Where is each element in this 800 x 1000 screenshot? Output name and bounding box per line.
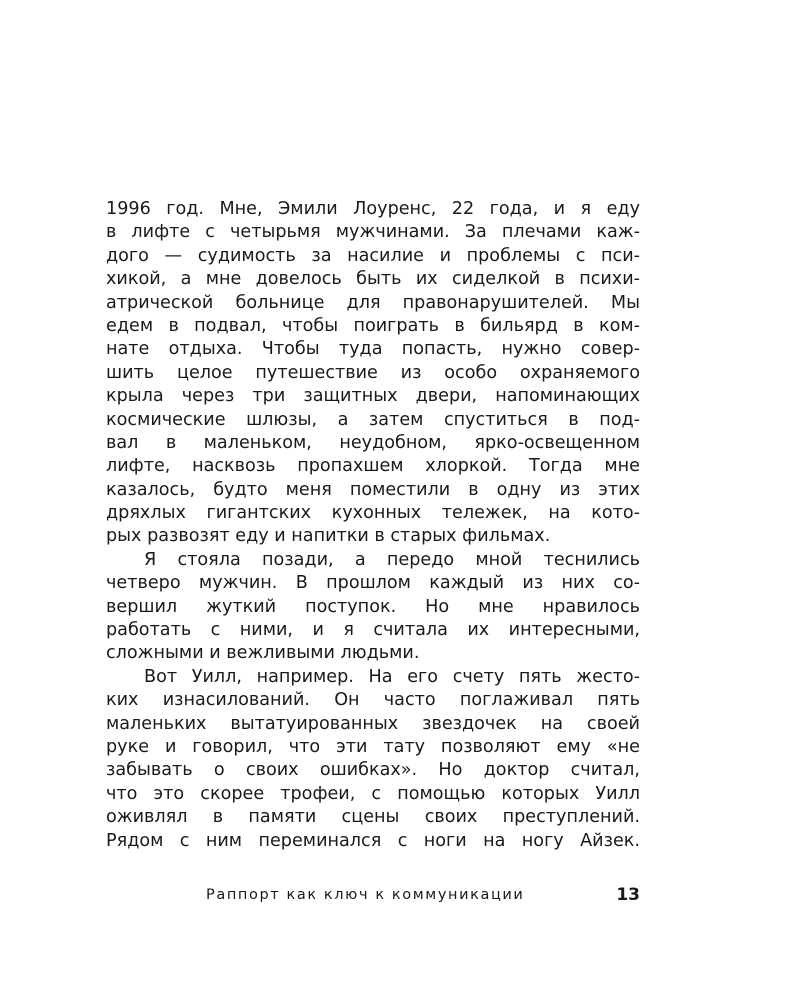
text-line: едем в подвал, чтобы поиграть в бильярд в ком- [106,315,640,336]
paragraph-end-line: рых развозят еду и напитки в старых фильмах. [106,526,551,547]
text-line: хикой, а мне довелось быть их сиделкой в психи- [106,269,640,290]
text-line: ких изнасилований. Он часто поглаживал пять [106,690,640,711]
text-line: работать с ними, и я считала их интересными, [106,620,640,641]
text-line: в лифте с четырьмя мужчинами. За плечами каж- [106,222,640,243]
text-line: вершил жуткий поступок. Но мне нравилось [106,596,640,617]
text-line: крыла через три защитных двери, напоминающих [106,386,640,407]
text-line: атрической больнице для правонарушителей. Мы [106,292,640,313]
body-text [106,198,640,853]
text-line: космические шлюзы, а затем спуститься в под- [106,409,640,430]
paragraph-first-line: Вот Уилл, например. На его счету пять жесто- [144,666,640,687]
page-number: 13 [616,885,640,905]
text-line: руке и говорил, что эти тату позволяют ему «не [106,736,640,757]
text-line: дряхлых гигантских кухонных тележек, на кото- [106,503,640,524]
text-line: забывать о своих ошибках». Но доктор считал, [106,760,640,781]
text-line: 1996 год. Мне, Эмили Лоуренс, 22 года, и я еду [106,199,640,219]
page-footer [206,884,640,910]
text-line: шить целое путешествие из особо охраняемого [106,362,640,383]
text-line: четверо мужчин. В прошлом каждый из них со- [106,573,640,594]
text-line: вал в маленьком, неудобном, ярко-освещенном [106,432,640,453]
text-line: казалось, будто меня поместили в одну из этих [106,479,640,500]
text-line: лифте, насквозь пропахшем хлоркой. Тогда мне [106,456,640,477]
paragraph-first-line: Я стояла позади, а передо мной теснились [144,549,640,570]
text-line: дого — судимость за насилие и проблемы с пси- [106,245,640,266]
text-line: оживлял в памяти сцены своих преступлений. [106,807,640,828]
text-line: Рядом с ним переминался с ноги на ногу Айзек. [106,830,640,851]
text-line: нате отдыха. Чтобы туда попасть, нужно совер- [106,339,640,360]
text-line: что это скорее трофеи, с помощью которых Уилл [106,783,640,804]
text-line: маленьких вытатуированных звездочек на своей [106,713,640,734]
paragraph-end-line: сложными и вежливыми людьми. [106,643,420,664]
running-title: Раппорт как ключ к коммуникации [206,887,525,903]
